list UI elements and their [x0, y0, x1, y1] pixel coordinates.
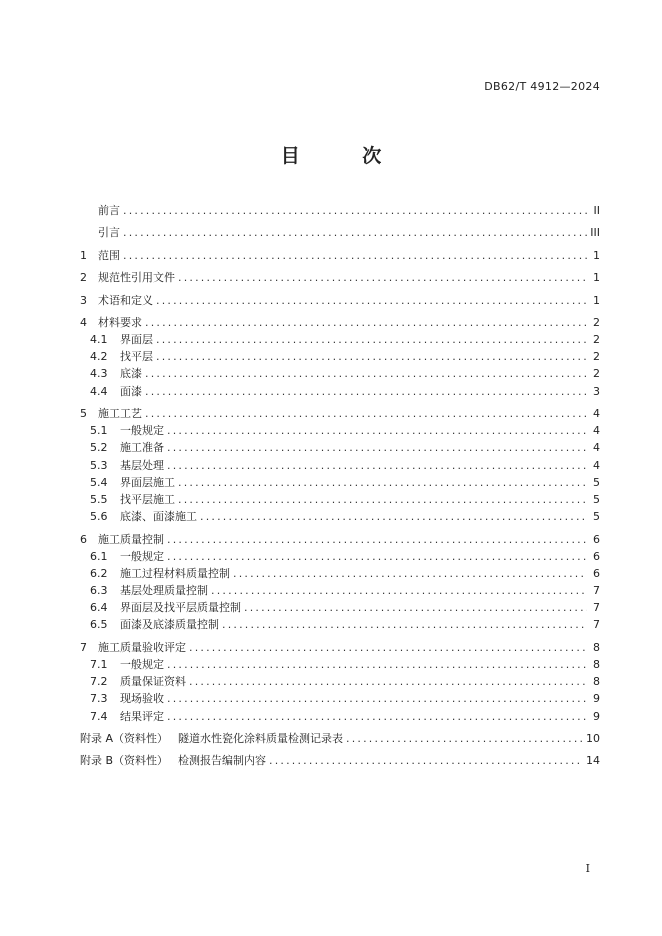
toc-entry-number: 6.4 — [90, 601, 108, 615]
toc-entry[interactable] — [80, 548, 600, 565]
toc-entry-page: 9 — [593, 692, 600, 706]
toc-entry[interactable] — [80, 752, 600, 769]
toc-entry-number: 5.5 — [90, 492, 108, 506]
toc-entry[interactable] — [80, 673, 600, 690]
toc-entry-title: 一般规定 — [120, 424, 164, 438]
toc-entry-number: 6 — [80, 532, 87, 546]
dot-leader — [222, 618, 587, 631]
toc-entry-title: 界面层及找平层质量控制 — [120, 601, 241, 615]
dot-leader — [244, 601, 587, 614]
toc-entry-title: 面漆 — [120, 384, 142, 398]
toc-entry-page: 2 — [593, 367, 600, 381]
dot-leader — [167, 550, 587, 563]
toc-entry[interactable] — [80, 292, 600, 309]
toc-entry-page: 1 — [593, 293, 600, 307]
toc-entry-title: 一般规定 — [120, 549, 164, 563]
toc-entry-number: 7.3 — [90, 692, 108, 706]
toc-entry-page: 6 — [593, 532, 600, 546]
toc-entry-page: 7 — [593, 584, 600, 598]
toc-entry-number: 5.3 — [90, 458, 108, 472]
toc-entry-page: III — [590, 226, 600, 240]
dot-leader — [178, 476, 587, 489]
toc-entry-page: 7 — [593, 618, 600, 632]
toc-entry-title: 找平层 — [120, 350, 153, 364]
dot-leader — [167, 459, 587, 472]
toc-entry-title: 范围 — [98, 248, 120, 262]
toc-entry-title: 规范性引用文件 — [98, 271, 175, 285]
toc-entry-title: 施工质量控制 — [98, 532, 164, 546]
toc-entry-page: 8 — [593, 658, 600, 671]
toc-entry[interactable] — [80, 582, 600, 599]
document-code: DB62/T 4912—2024 — [484, 80, 600, 93]
toc-entry[interactable] — [80, 599, 600, 616]
toc-entry[interactable] — [80, 474, 600, 491]
toc-entry-title: 施工工艺 — [98, 407, 142, 420]
toc-entry[interactable] — [80, 730, 600, 747]
toc-entry[interactable] — [80, 202, 600, 219]
toc-entry-number: 7 — [80, 640, 87, 654]
toc-entry-number: 2 — [80, 271, 87, 285]
toc-entry-number: 3 — [80, 293, 87, 307]
toc-entry[interactable] — [80, 639, 600, 656]
toc-entry-title: 检测报告编制内容 — [178, 754, 266, 768]
toc-entry[interactable] — [80, 269, 600, 286]
toc-entry-page: 9 — [593, 709, 600, 723]
dot-leader — [233, 567, 587, 580]
toc-entry-title: 施工质量验收评定 — [98, 640, 186, 654]
toc-entry[interactable] — [80, 616, 600, 633]
toc-entry-number: 附录 B（资料性） — [80, 754, 169, 768]
toc-entry-title: 施工准备 — [120, 441, 164, 455]
toc-entry-title: 前言 — [98, 204, 120, 217]
toc-entry-page: 6 — [593, 549, 600, 563]
toc-entry[interactable] — [80, 531, 600, 548]
toc-entry[interactable] — [80, 457, 600, 474]
toc-entry-number: 7.4 — [90, 709, 108, 723]
toc-entry-page: 5 — [593, 510, 600, 524]
dot-leader — [211, 584, 587, 597]
toc-entry-page: 4 — [593, 441, 600, 455]
toc-entry-page: 10 — [586, 731, 600, 745]
toc-entry-title: 引言 — [98, 226, 120, 240]
toc-entry-title: 现场验收 — [120, 692, 164, 706]
dot-leader — [123, 226, 587, 239]
toc-entry-page: 14 — [586, 754, 600, 768]
toc-entry[interactable] — [80, 690, 600, 707]
dot-leader — [167, 424, 587, 437]
toc-entry[interactable] — [80, 565, 600, 582]
toc-entry-page: II — [593, 204, 600, 217]
toc-entry[interactable] — [80, 314, 600, 331]
toc-entry-page: 3 — [593, 384, 600, 398]
toc-entry-page: 7 — [593, 601, 600, 615]
dot-leader — [167, 658, 587, 671]
dot-leader — [167, 692, 587, 705]
toc-entry[interactable] — [80, 405, 600, 422]
toc-entry[interactable] — [80, 331, 600, 348]
dot-leader — [123, 204, 587, 217]
toc-entry-number: 5.2 — [90, 441, 108, 455]
toc-entry[interactable] — [80, 247, 600, 264]
toc-entry-title: 质量保证资料 — [120, 675, 186, 689]
dot-leader — [145, 316, 587, 329]
dot-leader — [167, 533, 587, 546]
toc-entry-number: 6.5 — [90, 618, 108, 632]
toc-entry[interactable] — [80, 348, 600, 365]
toc-entry-title: 基层处理 — [120, 458, 164, 472]
toc-entry[interactable] — [80, 224, 600, 241]
table-of-contents — [80, 202, 600, 770]
dot-leader — [178, 271, 587, 284]
toc-entry-number: 附录 A（资料性） — [80, 731, 169, 745]
toc-entry-page: 2 — [593, 315, 600, 329]
toc-entry-number: 7.2 — [90, 675, 108, 689]
dot-leader — [346, 732, 583, 745]
dot-leader — [189, 641, 587, 654]
toc-entry-number: 5 — [80, 407, 87, 420]
toc-entry-number: 4.4 — [90, 384, 108, 398]
dot-leader — [145, 385, 587, 398]
toc-entry-number: 5.1 — [90, 424, 108, 438]
toc-entry[interactable] — [80, 491, 600, 508]
toc-entry-page: 8 — [593, 640, 600, 654]
toc-entry-page: 4 — [593, 458, 600, 472]
toc-entry-title: 术语和定义 — [98, 293, 153, 307]
dot-leader — [123, 249, 587, 262]
dot-leader — [189, 675, 587, 688]
toc-entry-title: 材料要求 — [98, 315, 142, 329]
toc-entry[interactable] — [80, 383, 600, 400]
toc-entry[interactable] — [80, 708, 600, 725]
dot-leader — [178, 493, 587, 506]
dot-leader — [269, 754, 583, 767]
toc-entry-number: 4.1 — [90, 333, 108, 347]
toc-entry-title: 底漆、面漆施工 — [120, 510, 197, 524]
toc-entry-page: 4 — [593, 407, 600, 420]
toc-entry-title: 施工过程材料质量控制 — [120, 566, 230, 580]
toc-entry-number: 5.4 — [90, 475, 108, 489]
toc-entry-title: 一般规定 — [120, 658, 164, 671]
toc-entry-number: 6.2 — [90, 566, 108, 580]
dot-leader — [156, 350, 587, 363]
toc-entry-page: 2 — [593, 350, 600, 364]
toc-entry-number: 7.1 — [90, 658, 108, 671]
toc-entry-title: 基层处理质量控制 — [120, 584, 208, 598]
dot-leader — [156, 294, 587, 307]
toc-entry[interactable] — [80, 422, 600, 439]
toc-entry-page: 6 — [593, 566, 600, 580]
dot-leader — [145, 367, 587, 380]
page-number: I — [585, 862, 590, 875]
toc-entry-title: 界面层 — [120, 333, 153, 347]
toc-entry-number: 4 — [80, 315, 87, 329]
page-title: 目 次 — [280, 145, 410, 167]
toc-entry-number: 5.6 — [90, 510, 108, 524]
toc-entry-number: 6.3 — [90, 584, 108, 598]
toc-entry-page: 8 — [593, 675, 600, 689]
toc-entry[interactable] — [80, 656, 600, 673]
dot-leader — [167, 441, 587, 454]
toc-entry-page: 5 — [593, 492, 600, 506]
toc-entry-title: 界面层施工 — [120, 475, 175, 489]
toc-entry[interactable] — [80, 365, 600, 382]
toc-entry-title: 结果评定 — [120, 709, 164, 723]
toc-entry-page: 1 — [593, 248, 600, 262]
toc-entry-title: 底漆 — [120, 367, 142, 381]
dot-leader — [167, 710, 587, 723]
dot-leader — [156, 333, 587, 346]
toc-entry-number: 4.2 — [90, 350, 108, 364]
toc-entry-page: 2 — [593, 333, 600, 347]
toc-entry-number: 4.3 — [90, 367, 108, 381]
toc-entry-number: 1 — [80, 248, 87, 262]
toc-entry-page: 1 — [593, 271, 600, 285]
toc-entry-title: 面漆及底漆质量控制 — [120, 618, 219, 632]
toc-entry-page: 5 — [593, 475, 600, 489]
toc-entry[interactable] — [80, 508, 600, 525]
dot-leader — [145, 407, 587, 420]
toc-entry-title: 隧道水性瓷化涂料质量检测记录表 — [178, 731, 343, 745]
toc-entry-number: 6.1 — [90, 549, 108, 563]
dot-leader — [200, 510, 587, 523]
toc-entry-page: 4 — [593, 424, 600, 438]
toc-entry-title: 找平层施工 — [120, 492, 175, 506]
toc-entry[interactable] — [80, 439, 600, 456]
